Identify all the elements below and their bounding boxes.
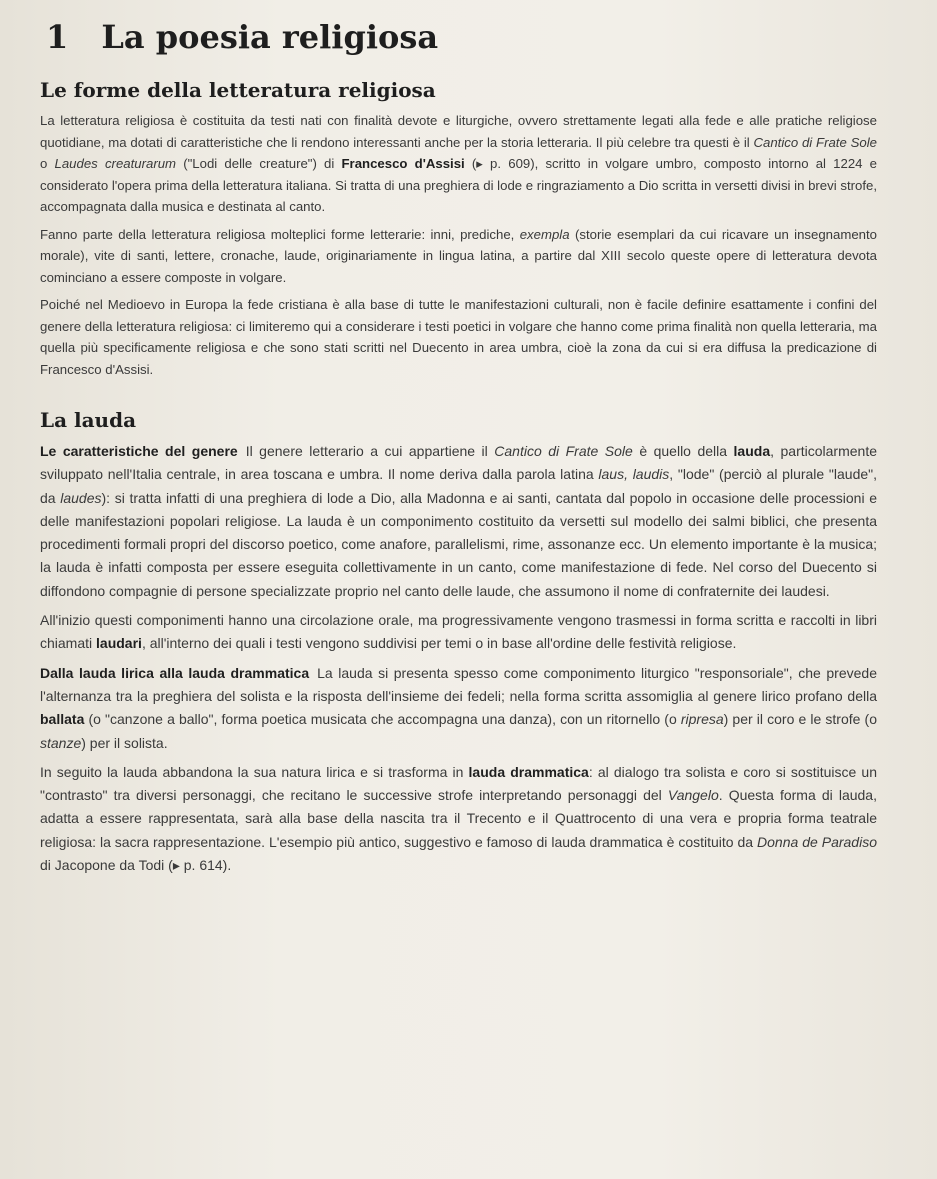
section-forme <box>40 78 877 380</box>
paragraph-lauda-4: In seguito la lauda abbandona la sua natura lirica e si trasforma in lauda drammatica: al dialogo tra solista e coro si sostituisce un "contrasto" tra diversi personaggi, che recitano le successive strofe interpretando personaggi del Vangelo. Questa forma di lauda, adatta a essere rappresentata, sarà alla base della nascita tra il Trecento e il Quattrocento di una vera e propria forma teatrale religiosa: la sacra rappresentazione. L'esempio più antico, suggestivo e famoso di lauda drammatica è costituito da Donna de Paradiso di Jacopone da Todi (▸ p. 614). <box>40 763 877 874</box>
paragraph-forme-2: Fanno parte della letteratura religiosa molteplici forme letterarie: inni, prediche, exempla (storie esemplari da cui ricavare un insegnamento morale), vite di santi, lettere, cronache, laude, originariamente in lingua latina, a partire dal XIII secolo queste opere di letteratura devota cominciano a essere composte in volgare. <box>40 226 878 285</box>
chapter-number: 1 <box>46 18 69 56</box>
section-heading-lauda: La lauda <box>40 408 137 432</box>
section-heading-forme: Le forme della letteratura religiosa <box>40 78 436 102</box>
subheading-lirica-drammatica: Dalla lauda lirica alla lauda drammatica <box>40 664 310 681</box>
paragraph-lauda-1 <box>40 440 877 603</box>
paragraph-forme-3: Poiché nel Medioevo in Europa la fede cristiana è alla base di tutte le manifestazioni culturali, non è facile definire esattamente i confini del genere della letteratura religiosa: ci limiteremo qui a considerare i testi poetici in volgare che hanno come prima finalità non quella letteraria, ma quella più specificamente religiosa e che sono stati scritti nel Duecento in area umbra, cioè la zona da cui si era diffusa la predicazione di Francesco d'Assisi. <box>40 297 877 377</box>
chapter-header <box>46 18 877 56</box>
paragraph-lauda-1-body: Il genere letterario a cui appartiene il Cantico di Frate Sole è quello della lauda, particolarmente sviluppato nell'Italia centrale, in area toscana e umbra. Il nome deriva dalla parola latina laus, laudis, "lode" (perciò al plurale "laude", da laudes): si tratta infatti di una preghiera di lode a Dio, alla Madonna e ai santi, cantata dal popolo in occasione delle processioni e delle manifestazioni popolari religiose. La lauda è un componimento costituito da versetti sul modello dei salmi biblici, che presenta procedimenti formali propri del discorso poetico, come anafore, parallelismi, rime, assonanze ecc. Un elemento importante è la musica; la lauda è infatti composta per essere eseguita collettivamente in un canto, come manifestazione di fede. Nel corso del Duecento si diffondono compagnie di persone specializzate proprio nel canto delle laude, che assumono il nome di confraternite dei laudesi. <box>40 443 878 599</box>
paragraph-lauda-3 <box>40 662 877 755</box>
subheading-caratteristiche: Le caratteristiche del genere <box>40 443 238 459</box>
paragraph-lauda-2: All'inizio questi componimenti hanno una circolazione orale, ma progressivamente vengono trasmessi in forma scritta e raccolti in libri chiamati laudari, all'interno dei quali i testi vengono suddivisi per temi o in base all'ordine delle festività religiose. <box>40 612 877 652</box>
paragraph-forme-1: La letteratura religiosa è costituita da testi nati con finalità devote e liturgiche, ovvero strettamente legati alla fede e alle pratiche religiose quotidiane, ma dotati di caratteristiche che li rendono interessanti anche per la storia letteraria. Il più celebre tra questi è il Cantico di Frate Sole o Laudes creaturarum ("Lodi delle creature") di Francesco d'Assisi (▸ p. 609), scritto in volgare umbro, composto intorno al 1224 e considerato l'opera prima della letteratura italiana. Si tratta di una preghiera di lode e ringraziamento a Dio scritta in versetti divisi in brevi strofe, accompagnata dalla musica e destinata al canto. <box>40 113 878 214</box>
section-lauda <box>40 408 877 877</box>
paragraph-lauda-3-body: La lauda si presenta spesso come componimento liturgico "responsoriale", che prevede l'alternanza tra la preghiera del solista e la risposta dell'insieme dei fedeli; nella forma scritta assomiglia al genere lirico profano della ballata (o "canzone a ballo", forma poetica musicata che accompagna una danza), con un ritornello (o ripresa) per il coro e le strofe (o stanze) per il solista. <box>40 664 877 751</box>
chapter-title: La poesia religiosa <box>101 18 439 56</box>
